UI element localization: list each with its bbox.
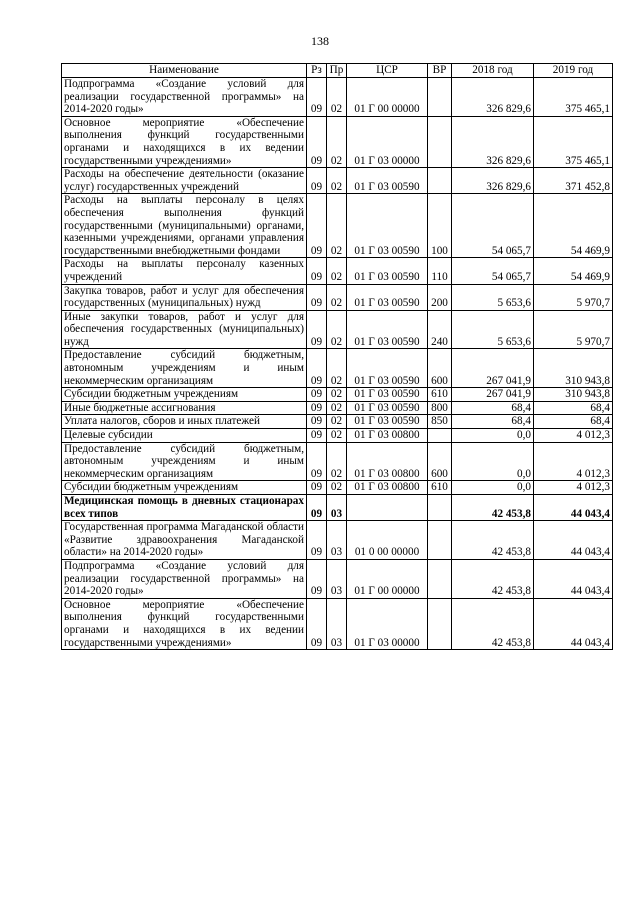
row-value-2019: 4 012,3 bbox=[534, 481, 613, 495]
row-rz: 09 bbox=[307, 559, 327, 598]
row-csr: 01 Г 03 00800 bbox=[347, 429, 428, 443]
row-value-2019: 44 043,4 bbox=[534, 521, 613, 560]
row-rz: 09 bbox=[307, 194, 327, 258]
table-row bbox=[62, 481, 613, 495]
table-row bbox=[62, 442, 613, 481]
row-rz: 09 bbox=[307, 481, 327, 495]
row-value-2018: 0,0 bbox=[452, 481, 534, 495]
row-value-2018: 326 829,6 bbox=[452, 78, 534, 117]
table-row bbox=[62, 349, 613, 388]
row-value-2019: 371 452,8 bbox=[534, 168, 613, 194]
row-value-2019: 4 012,3 bbox=[534, 442, 613, 481]
row-csr: 01 0 00 00000 bbox=[347, 521, 428, 560]
row-name: Основное мероприятие «Обеспечение выполнения функций государственными органами и находящихся в их ведении государственными учреждениями» bbox=[62, 598, 307, 649]
row-rz: 09 bbox=[307, 401, 327, 415]
row-csr: 01 Г 03 00590 bbox=[347, 168, 428, 194]
row-value-2019: 44 043,4 bbox=[534, 495, 613, 521]
row-rz: 09 bbox=[307, 495, 327, 521]
table-row bbox=[62, 429, 613, 443]
header-name: Наименование bbox=[62, 64, 307, 78]
row-name: Основное мероприятие «Обеспечение выполнения функций государственными органами и находящихся в их ведении государственными учреждениями» bbox=[62, 116, 307, 167]
row-csr: 01 Г 03 00590 bbox=[347, 349, 428, 388]
row-vr bbox=[428, 116, 452, 167]
row-value-2019: 44 043,4 bbox=[534, 598, 613, 649]
row-pr: 02 bbox=[327, 284, 347, 310]
row-rz: 09 bbox=[307, 168, 327, 194]
row-vr bbox=[428, 598, 452, 649]
row-name: Закупка товаров, работ и услуг для обеспечения государственных (муниципальных) нужд bbox=[62, 284, 307, 310]
row-value-2019: 310 943,8 bbox=[534, 388, 613, 402]
row-csr: 01 Г 00 00000 bbox=[347, 78, 428, 117]
row-rz: 09 bbox=[307, 429, 327, 443]
row-value-2018: 68,4 bbox=[452, 401, 534, 415]
row-value-2019: 44 043,4 bbox=[534, 559, 613, 598]
row-pr: 02 bbox=[327, 349, 347, 388]
row-name: Субсидии бюджетным учреждениям bbox=[62, 388, 307, 402]
table-row bbox=[62, 495, 613, 521]
header-2018: 2018 год bbox=[452, 64, 534, 78]
row-pr: 03 bbox=[327, 495, 347, 521]
table-row bbox=[62, 284, 613, 310]
row-value-2019: 68,4 bbox=[534, 401, 613, 415]
row-vr bbox=[428, 495, 452, 521]
row-value-2019: 5 970,7 bbox=[534, 310, 613, 349]
row-rz: 09 bbox=[307, 116, 327, 167]
row-pr: 03 bbox=[327, 598, 347, 649]
row-csr: 01 Г 03 00590 bbox=[347, 388, 428, 402]
row-rz: 09 bbox=[307, 310, 327, 349]
header-row bbox=[62, 64, 613, 78]
table-row bbox=[62, 559, 613, 598]
row-vr bbox=[428, 168, 452, 194]
row-rz: 09 bbox=[307, 349, 327, 388]
row-name: Медицинская помощь в дневных стационарах всех типов bbox=[62, 495, 307, 521]
row-rz: 09 bbox=[307, 598, 327, 649]
row-pr: 02 bbox=[327, 401, 347, 415]
row-value-2019: 54 469,9 bbox=[534, 258, 613, 284]
row-csr: 01 Г 00 00000 bbox=[347, 559, 428, 598]
row-name: Иные бюджетные ассигнования bbox=[62, 401, 307, 415]
table-row bbox=[62, 194, 613, 258]
row-csr bbox=[347, 495, 428, 521]
row-rz: 09 bbox=[307, 258, 327, 284]
row-csr: 01 Г 03 00590 bbox=[347, 284, 428, 310]
row-rz: 09 bbox=[307, 415, 327, 429]
row-vr: 850 bbox=[428, 415, 452, 429]
row-name: Подпрограмма «Создание условий для реализации государственной программы» на 2014-2020 годы» bbox=[62, 559, 307, 598]
row-value-2018: 68,4 bbox=[452, 415, 534, 429]
row-value-2019: 5 970,7 bbox=[534, 284, 613, 310]
row-value-2019: 54 469,9 bbox=[534, 194, 613, 258]
row-value-2019: 375 465,1 bbox=[534, 78, 613, 117]
row-value-2018: 267 041,9 bbox=[452, 349, 534, 388]
table-row bbox=[62, 401, 613, 415]
row-value-2018: 326 829,6 bbox=[452, 168, 534, 194]
row-vr bbox=[428, 559, 452, 598]
table-row bbox=[62, 168, 613, 194]
row-value-2018: 267 041,9 bbox=[452, 388, 534, 402]
row-vr: 600 bbox=[428, 442, 452, 481]
row-vr bbox=[428, 78, 452, 117]
row-value-2019: 375 465,1 bbox=[534, 116, 613, 167]
row-vr: 100 bbox=[428, 194, 452, 258]
table-row bbox=[62, 388, 613, 402]
row-value-2018: 42 453,8 bbox=[452, 521, 534, 560]
table-row bbox=[62, 415, 613, 429]
row-vr: 240 bbox=[428, 310, 452, 349]
header-pr: Пр bbox=[327, 64, 347, 78]
row-value-2018: 54 065,7 bbox=[452, 258, 534, 284]
row-value-2019: 68,4 bbox=[534, 415, 613, 429]
row-name: Расходы на выплаты персоналу казенных учреждений bbox=[62, 258, 307, 284]
table-body bbox=[62, 78, 613, 650]
row-csr: 01 Г 03 00800 bbox=[347, 481, 428, 495]
row-value-2019: 310 943,8 bbox=[534, 349, 613, 388]
row-vr: 800 bbox=[428, 401, 452, 415]
row-value-2018: 0,0 bbox=[452, 442, 534, 481]
row-pr: 02 bbox=[327, 388, 347, 402]
row-name: Государственная программа Магаданской области «Развитие здравоохранения Магаданской области» на 2014-2020 годы» bbox=[62, 521, 307, 560]
table-row bbox=[62, 116, 613, 167]
row-name: Уплата налогов, сборов и иных платежей bbox=[62, 415, 307, 429]
row-pr: 02 bbox=[327, 116, 347, 167]
row-rz: 09 bbox=[307, 284, 327, 310]
row-name: Предоставление субсидий бюджетным, автономным учреждениям и иным некоммерческим организациям bbox=[62, 442, 307, 481]
table-row bbox=[62, 598, 613, 649]
row-csr: 01 Г 03 00590 bbox=[347, 258, 428, 284]
budget-table bbox=[61, 63, 613, 650]
row-name: Предоставление субсидий бюджетным, автономным учреждениям и иным некоммерческим организациям bbox=[62, 349, 307, 388]
row-vr: 600 bbox=[428, 349, 452, 388]
row-value-2018: 326 829,6 bbox=[452, 116, 534, 167]
row-value-2018: 42 453,8 bbox=[452, 598, 534, 649]
row-pr: 03 bbox=[327, 521, 347, 560]
row-name: Расходы на выплаты персоналу в целях обеспечения выполнения функций государственными (муниципальными) органами, казенными учреждениями, органами управления государственными внебюджетными фондами bbox=[62, 194, 307, 258]
row-vr bbox=[428, 521, 452, 560]
row-pr: 02 bbox=[327, 481, 347, 495]
row-name: Подпрограмма «Создание условий для реализации государственной программы» на 2014-2020 годы» bbox=[62, 78, 307, 117]
row-pr: 02 bbox=[327, 429, 347, 443]
row-pr: 02 bbox=[327, 310, 347, 349]
row-pr: 02 bbox=[327, 78, 347, 117]
row-value-2019: 4 012,3 bbox=[534, 429, 613, 443]
header-csr: ЦСР bbox=[347, 64, 428, 78]
row-vr: 610 bbox=[428, 481, 452, 495]
table-row bbox=[62, 258, 613, 284]
row-csr: 01 Г 03 00590 bbox=[347, 401, 428, 415]
row-value-2018: 0,0 bbox=[452, 429, 534, 443]
header-rz: Рз bbox=[307, 64, 327, 78]
row-value-2018: 42 453,8 bbox=[452, 559, 534, 598]
row-csr: 01 Г 03 00590 bbox=[347, 194, 428, 258]
row-vr: 110 bbox=[428, 258, 452, 284]
row-name: Целевые субсидии bbox=[62, 429, 307, 443]
row-rz: 09 bbox=[307, 521, 327, 560]
row-csr: 01 Г 03 00000 bbox=[347, 116, 428, 167]
header-2019: 2019 год bbox=[534, 64, 613, 78]
row-value-2018: 54 065,7 bbox=[452, 194, 534, 258]
row-pr: 02 bbox=[327, 415, 347, 429]
row-name: Расходы на обеспечение деятельности (оказание услуг) государственных учреждений bbox=[62, 168, 307, 194]
row-rz: 09 bbox=[307, 78, 327, 117]
table-row bbox=[62, 310, 613, 349]
row-pr: 03 bbox=[327, 559, 347, 598]
row-value-2018: 5 653,6 bbox=[452, 310, 534, 349]
row-vr: 200 bbox=[428, 284, 452, 310]
row-csr: 01 Г 03 00590 bbox=[347, 310, 428, 349]
row-csr: 01 Г 03 00800 bbox=[347, 442, 428, 481]
row-value-2018: 5 653,6 bbox=[452, 284, 534, 310]
row-csr: 01 Г 03 00590 bbox=[347, 415, 428, 429]
row-pr: 02 bbox=[327, 442, 347, 481]
row-pr: 02 bbox=[327, 194, 347, 258]
row-rz: 09 bbox=[307, 388, 327, 402]
table-row bbox=[62, 521, 613, 560]
row-name: Иные закупки товаров, работ и услуг для обеспечения государственных (муниципальных) нужд bbox=[62, 310, 307, 349]
row-vr bbox=[428, 429, 452, 443]
table-row bbox=[62, 78, 613, 117]
row-csr: 01 Г 03 00000 bbox=[347, 598, 428, 649]
row-name: Субсидии бюджетным учреждениям bbox=[62, 481, 307, 495]
row-value-2018: 42 453,8 bbox=[452, 495, 534, 521]
header-vr: ВР bbox=[428, 64, 452, 78]
row-pr: 02 bbox=[327, 168, 347, 194]
row-rz: 09 bbox=[307, 442, 327, 481]
row-vr: 610 bbox=[428, 388, 452, 402]
page-number: 138 bbox=[311, 34, 329, 48]
row-pr: 02 bbox=[327, 258, 347, 284]
